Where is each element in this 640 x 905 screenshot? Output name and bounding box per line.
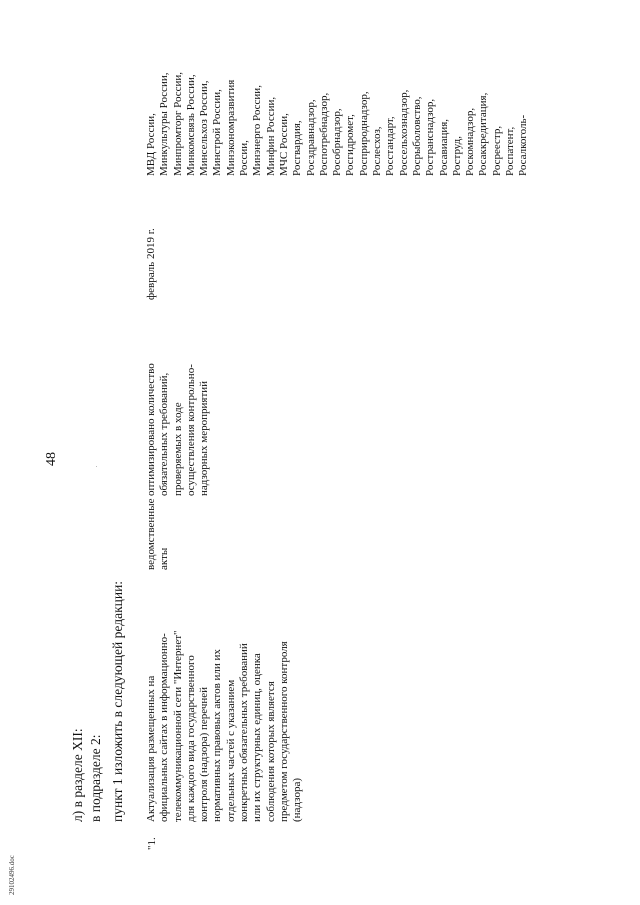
responsible-line: Минкультуры России, [158,72,171,176]
responsible-line: Минпромторг России, [171,71,184,176]
responsible-line: Минкомсвязь России, [184,74,197,176]
responsible-line: Минэнерго России, [251,85,264,176]
task-line: нормативных правовых актов или их [211,649,224,822]
result-line: оптимизировано количество [145,363,157,496]
responsible-line: Росреестр, [490,125,503,176]
task-description [145,631,305,823]
responsible-line: Росгвардия, [291,120,304,176]
responsible-line: Россельхознадзор, [397,89,410,176]
task-line: соблюдения которых является [264,681,277,822]
task-line: контроля (надзора) перечней [198,686,211,822]
responsible-line: Рособрнадзор, [331,108,344,176]
responsible-line: Роскомнадзор, [464,107,477,176]
responsible-line: Росавиация, [437,118,450,176]
task-line: официальных сайтах в информационно- [158,633,171,822]
subsection-heading: в подразделе 2: [88,734,103,822]
responsible-line: Рослесхоз, [371,126,384,176]
responsible-line: Минстрой России, [211,89,224,176]
responsible-line: Росгидромет, [344,114,357,176]
responsible-line: МЧС России, [277,113,290,176]
task-line: конкретных обязательных требований [238,643,251,822]
expected-result [145,363,211,496]
responsible-line: Росприроднадзор, [357,91,370,176]
responsible-line: Росздравнадзор, [304,99,317,176]
scan-mark [96,466,97,467]
doc-type-line: акты [158,547,171,570]
page-number: 48 [44,452,59,466]
responsible-line: Росалкоголь- [517,114,530,176]
responsible-line: Роспотребнадзор, [317,92,330,176]
responsible-line: Росрыболовство, [410,96,423,176]
responsible-line: Минэкономразвития [224,79,237,176]
responsible-line: Роспатент, [504,126,517,176]
section-heading: л) в разделе XII: [70,728,85,822]
responsible-line: Минфин России, [264,96,277,176]
result-line: надзорных мероприятий [198,380,211,496]
instruction-heading: пункт 1 изложить в следующей редакции: [110,580,125,822]
document-type [145,499,172,570]
footer-file-name: 29102496.doc [8,855,16,895]
responsible-bodies [145,72,531,176]
task-line: телекоммуникационной сети "Интернет" [171,630,184,822]
task-line: для каждого вида государственного [184,655,197,822]
task-line: (надзора) [291,778,304,822]
doc-type-line: ведомственные [145,498,157,570]
responsible-line: Роструд, [450,136,463,176]
task-line: отдельных частей с указанием [224,679,237,822]
responsible-line: МВД России, [145,113,157,176]
responsible-line: Ространснадзор, [424,98,437,176]
task-line: предметом государственного контроля [277,641,290,822]
item-number: "1. [146,837,158,850]
result-line: обязательных требований, [158,372,171,496]
deadline: февраль 2019 г. [145,228,157,300]
responsible-line: Минсельхоз России, [198,80,211,176]
responsible-line: Росаккредитация, [477,92,490,176]
task-line: или их структурных единиц, оценка [251,653,264,822]
result-line: осуществления контрольно- [184,364,197,496]
result-line: проверяемых в ходе [171,402,184,496]
responsible-line: России, [238,140,251,176]
task-line: Актуализация размещенных на [145,675,157,822]
responsible-line: Росстандарт, [384,116,397,176]
